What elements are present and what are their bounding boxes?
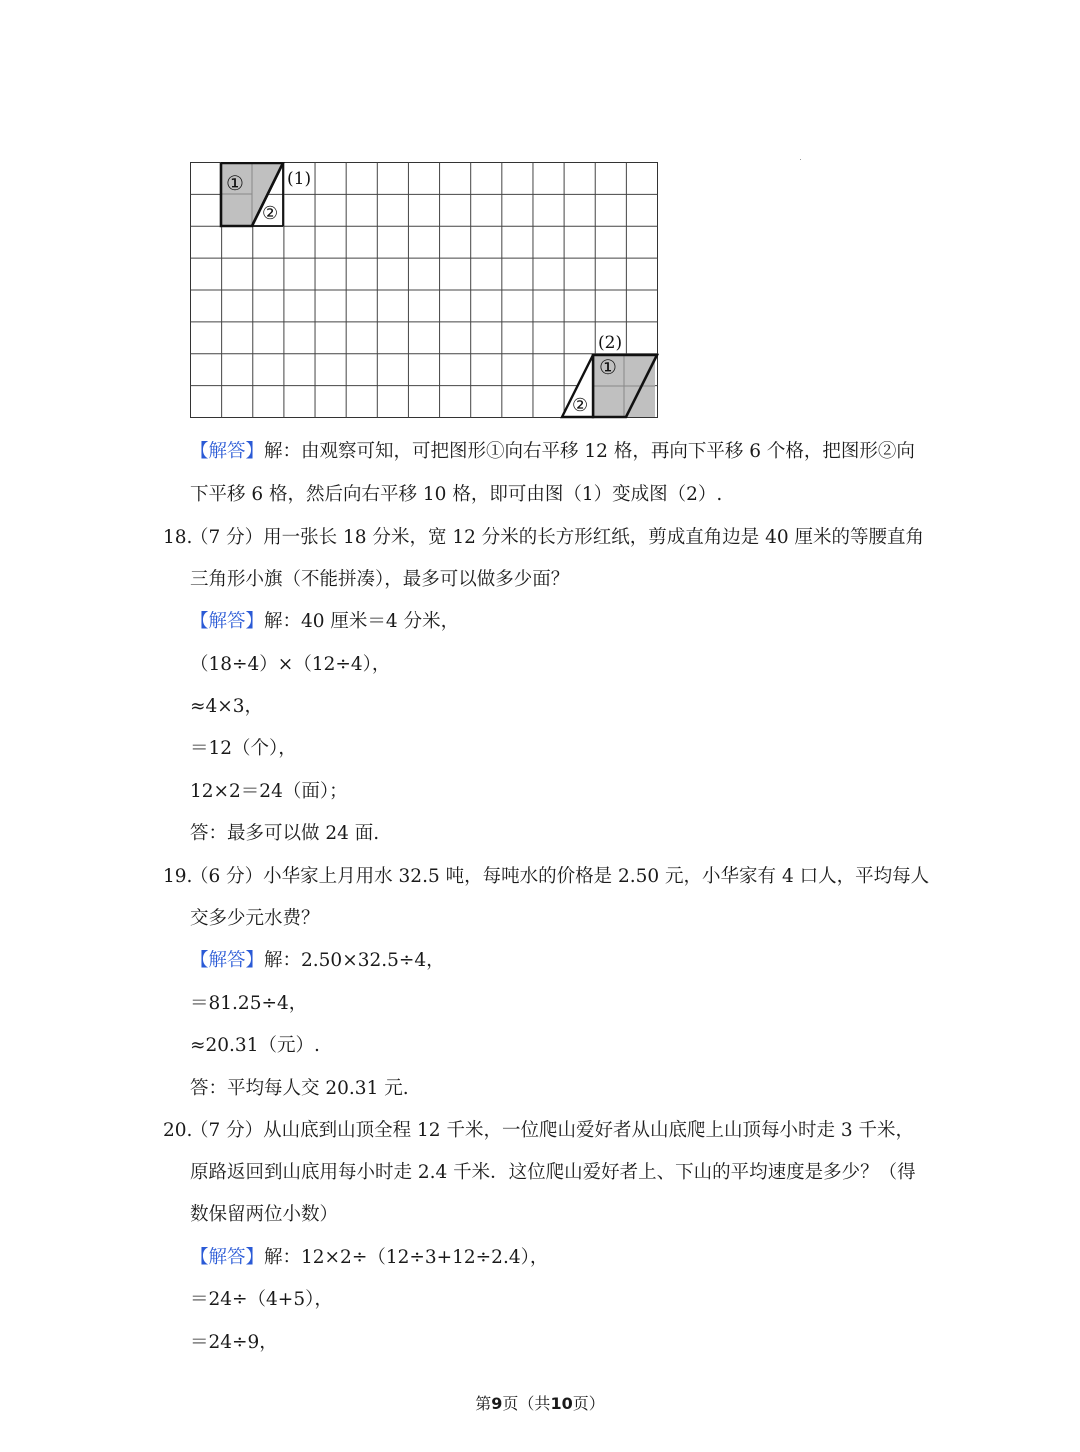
q18-question-line2: 三角形小旗（不能拼凑），最多可以做多少面？: [190, 569, 570, 590]
q19-conclusion: 答：平均每人交 20.31 元.: [190, 1078, 409, 1099]
q20-step: ＝24÷9，: [190, 1332, 278, 1353]
q18-answer-text1: 解：40 厘米＝4 分米，: [264, 611, 460, 632]
q19-question-line1: （6 分）小华家上月用水 32.5 吨，每吨水的价格是 2.50 元，小华家有 4 口人，平均每人: [190, 866, 930, 887]
q17-answer-line2: 下平移 6 格，然后向右平移 10 格，即可由图（1）变成图（2）.: [190, 484, 723, 505]
q20-answer-line1: [190, 1245, 930, 1271]
footer-total-pages: 10: [550, 1394, 573, 1413]
q18-answer-line1: [190, 609, 930, 635]
answer-tag: 【解答】: [190, 611, 265, 632]
q18-number: 18.: [163, 527, 193, 548]
translation-grid-figure: [190, 162, 660, 420]
grid-svg: [190, 162, 660, 420]
speck: [800, 159, 801, 160]
q20-question-line2: 原路返回到山底用每小时走 2.4 千米．这位爬山爱好者上、下山的平均速度是多少？（得: [190, 1162, 916, 1183]
figure-label-2: (2): [598, 333, 623, 353]
q18-step: 12×2＝24（面）；: [190, 781, 348, 802]
piece-1-label-b: ①: [599, 355, 617, 379]
q20-answer-text1: 解：12×2÷（12÷3+12÷2.4），: [264, 1247, 549, 1268]
q19-answer-text1: 解：2.50×32.5÷4，: [264, 950, 445, 971]
footer-page-number: 9: [491, 1394, 503, 1413]
piece-2-label-b: ②: [572, 395, 589, 416]
q20-step: ＝24÷（4+5），: [190, 1289, 333, 1310]
q20-number: 20.: [163, 1120, 193, 1141]
q20-question-line3: 数保留两位小数）: [190, 1204, 339, 1225]
footer-post: 页）: [572, 1394, 605, 1413]
q19-number: 19.: [163, 866, 193, 887]
piece-2-label-a: ②: [262, 203, 279, 224]
q19-answer-line1: [190, 948, 930, 974]
piece-1-label-a: ①: [226, 171, 244, 195]
q18-question-line1: （7 分）用一张长 18 分米，宽 12 分米的长方形红纸，剪成直角边是 40 厘米的等腰直角: [190, 527, 925, 548]
footer-mid: 页（共: [502, 1394, 551, 1413]
page-footer: [0, 1393, 1080, 1415]
q18-step: ＝12（个），: [190, 738, 297, 759]
q20-question-line1: （7 分）从山底到山顶全程 12 千米，一位爬山爱好者从山底爬上山顶每小时走 3 千米，: [190, 1120, 914, 1141]
q18-step: （18÷4）×（12÷4），: [190, 654, 391, 675]
footer-pre: 第: [475, 1394, 492, 1413]
q18-step: ≈4×3，: [190, 696, 264, 717]
figure-label-1: (1): [287, 169, 312, 189]
q19-question-line2: 交多少元水费？: [190, 908, 320, 929]
answer-tag: 【解答】: [190, 441, 265, 462]
q17-answer-text1: 解：由观察可知，可把图形①向右平移 12 格，再向下平移 6 个格，把图形②向: [264, 441, 915, 462]
q17-answer-line1: [190, 439, 930, 465]
q18-conclusion: 答：最多可以做 24 面.: [190, 823, 380, 844]
q19-step: ＝81.25÷4，: [190, 993, 308, 1014]
answer-tag: 【解答】: [190, 1247, 265, 1268]
q19-step: ≈20.31（元）.: [190, 1035, 320, 1056]
answer-tag: 【解答】: [190, 950, 265, 971]
